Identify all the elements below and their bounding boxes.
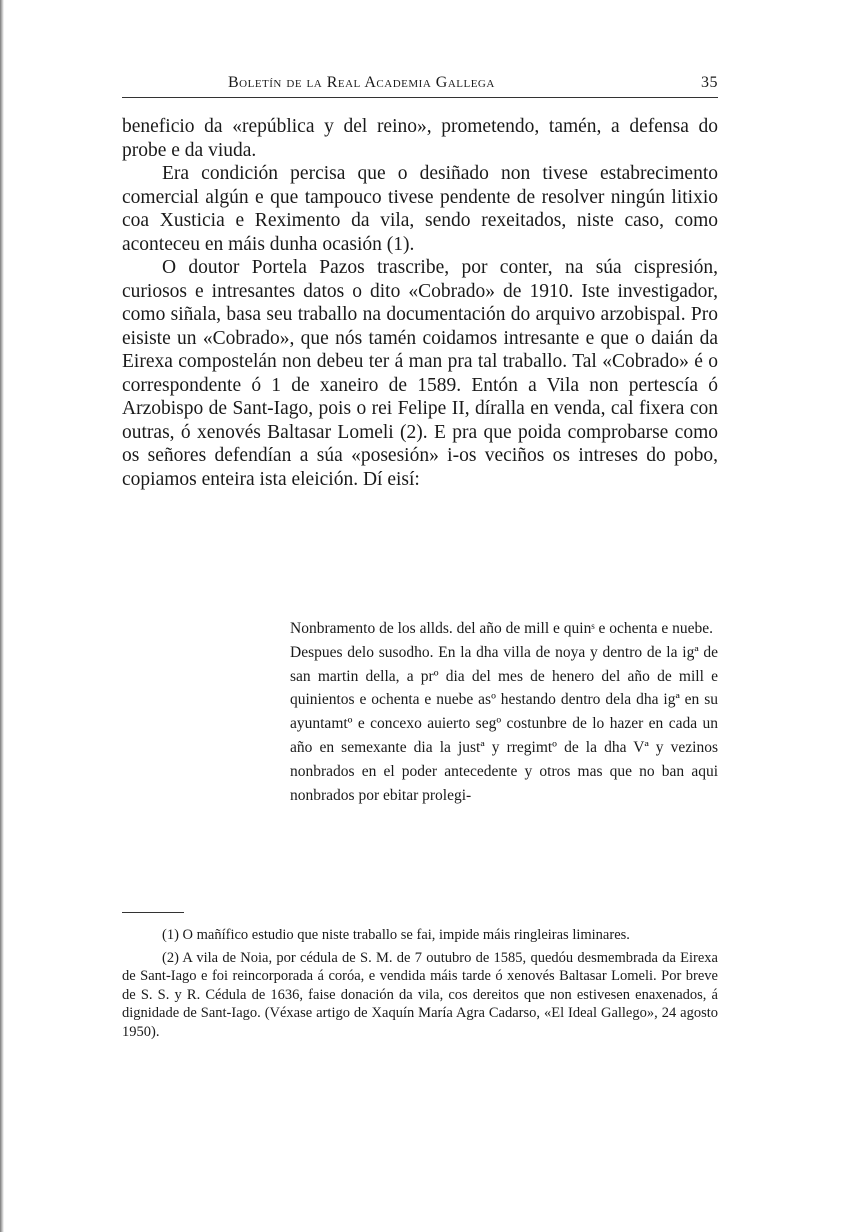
footnote-rule bbox=[122, 912, 184, 913]
page-number: 35 bbox=[701, 74, 718, 91]
running-header bbox=[228, 74, 718, 92]
footnote-2: (2) A vila de Noia, por cédula de S. M. de 7 outubro de 1585, quedóu desmembrada da Eirexa de Sant-Iago e foi reincorporada á coróa, e vendida máis tarde ó xenovés Baltasar Lomeli. Por breve de S. S. y R. Cédula de 1636, faise donación da vila, cos dereitos que non estivesen enaxenados, á dignidade de Sant-Iago. (Véxase artigo de Xaquín María Agra Cadarso, «El Ideal Gallego», 24 agosto 1950). bbox=[122, 949, 718, 1040]
footnote-1: (1) O mañífico estudio que niste traballo se fai, impide máis ringleiras liminares. bbox=[162, 927, 630, 943]
running-title: Boletín de la Real Academia Gallega bbox=[228, 74, 495, 91]
quoted-document bbox=[290, 617, 718, 807]
quote-paragraph-2: Despues delo susodho. En la dha villa de noya y dentro de la igª de san martin della, a prº dia del mes de henero del año de mill e quinientos e ochenta e nuebe asº hestando dentro dela dha igª en su ayuntamtº e concexo auierto segº costunbre de lo hazer en cada un año en semexante dia la justª y rregimtº de la dha Vª y vezinos nonbrados en el poder antecedente y otros mas que no ban aqui nonbrados por ebitar prolegi- bbox=[290, 643, 718, 804]
body-paragraph-2: Era condición percisa que o desiñado non tivese estabrecimento comercial algún e que tampouco tivese pendente de resolver ningún litixio coa Xusticia e Reximento da vila, sendo rexeitados, niste caso, como aconteceu en máis dunha ocasión (1). bbox=[122, 163, 718, 255]
footnotes bbox=[122, 926, 718, 1045]
body-paragraph-1: beneficio da «república y del reino», prometendo, tamén, a defensa do probe e da viuda. bbox=[122, 116, 718, 161]
body-paragraph-3: O doutor Portela Pazos trascribe, por conter, na súa cispresión, curiosos e intresantes datos o dito «Cobrado» de 1910. Iste investigador, como siñala, basa seu traballo na documentación do arquivo arzobispal. Pro eisiste un «Cobrado», que nós tamén coidamos intresante e que o daián da Eirexa compostelán non debeu ter á man pra tal traballo. Tal «Cobrado» é o correspondente ó 1 de xaneiro de 1589. Entón a Vila non pertescía ó Arzobispo de Sant-Iago, pois o rei Felipe II, díralla en venda, cal fixera con outras, ó xenovés Baltasar Lomeli (2). E pra que poida comprobarse como os señores defendían a súa «posesión» i-os veciños os intreses do pobo, copiamos enteira ista eleición. Dí eisí: bbox=[122, 257, 718, 490]
page-edge-shadow bbox=[0, 0, 4, 1232]
header-rule bbox=[122, 97, 718, 98]
quote-paragraph-1: Nonbramento de los allds. del año de mill e quinˢ e ochenta e nuebe. bbox=[290, 620, 713, 637]
body-text bbox=[122, 115, 718, 491]
